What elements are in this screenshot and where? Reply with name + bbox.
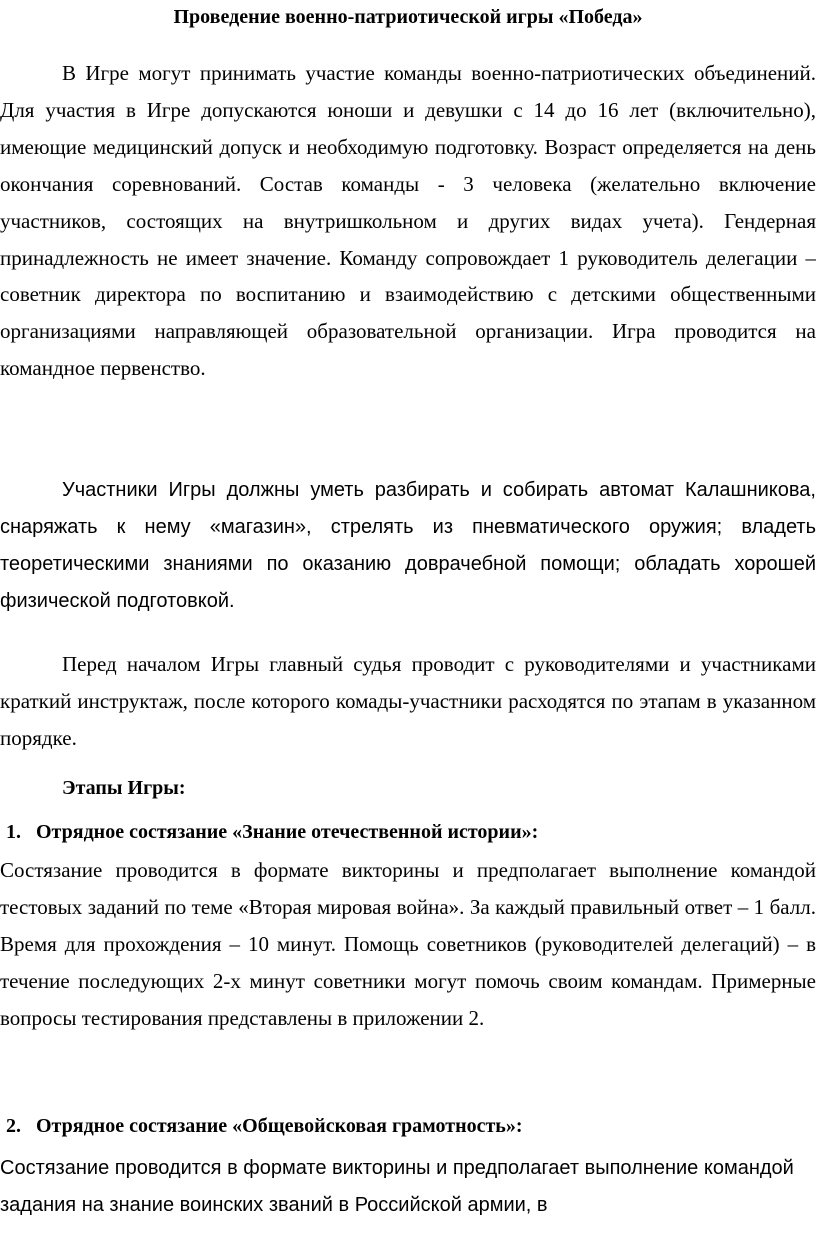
paragraph-briefing: Перед началом Игры главный судья проводит с руководителями и участниками краткий инструктаж, после которого комады-участники расходятся по этапам в указанном порядке. <box>0 652 816 750</box>
stage-2-title: Отрядное состязание «Общевойсковая грамотность»: <box>36 1115 523 1137</box>
stages-heading: Этапы Игры: <box>62 777 186 799</box>
stage-1-heading <box>6 814 538 850</box>
paragraph-participants: В Игре могут принимать участие команды военно-патриотических объединений. Для участия в Игре допускаются юноши и девушки с 14 до 16 лет (включительно), имеющие медицинский допуск и необходимую подготовку. Возраст определяется на день окончания соревнований. Состав команды - 3 человека (желательно включение участников, состоящих на внутришкольном и других видах учета). Гендерная принадлежность не имеет значение. Команду сопровождает 1 руководитель делегации – советник директора по воспитанию и взаимодействию с детскими общественными организациями направляющей образовательной организации. Игра проводится на командное первенство. <box>0 61 816 381</box>
page-title: Проведение военно-патриотической игры «Победа» <box>173 6 643 28</box>
paragraph-skills: Участники Игры должны уметь разбирать и собирать автомат Калашникова, снаряжать к нему «магазин», стрелять из пневматического оружия; владеть теоретическими знаниями по оказанию доврачебной помощи; обладать хорошей физической подготовкой. <box>0 479 816 612</box>
stage-1-text: Состязание проводится в формате викторины и предполагает выполнение командой тестовых заданий по теме «Вторая мировая война». За каждый правильный ответ – 1 балл. Время для прохождения – 10 минут. Помощь советников (руководителей делегаций) – в течение последующих 2-х минут советники могут помочь своим командам. Примерные вопросы тестирования представлены в приложении 2. <box>0 858 816 1030</box>
stage-1-title: Отрядное состязание «Знание отечественной истории»: <box>36 821 539 843</box>
stage-2-text: Состязание проводится в формате викторины и предполагает выполнение командой задания на знание воинских званий в Российской армии, в <box>0 1157 794 1216</box>
stage-1-number: 1. <box>6 821 21 843</box>
stage-2-heading <box>6 1108 523 1144</box>
stage-2-number: 2. <box>6 1115 21 1137</box>
